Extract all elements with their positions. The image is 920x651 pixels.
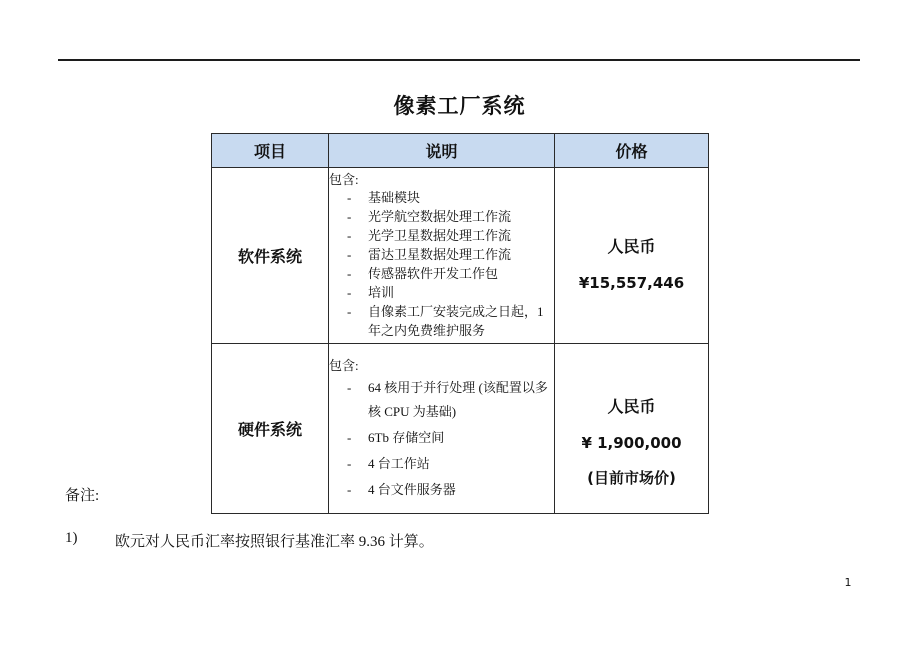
- list-item: [329, 245, 554, 264]
- list-item: [329, 283, 554, 302]
- pricing-table: [211, 133, 709, 514]
- list-item-text: 6Tb 存储空间: [368, 430, 445, 445]
- list-item-text: 64 核用于并行处理 (该配置以多核 CPU 为基础): [368, 380, 548, 419]
- list-item: [329, 302, 554, 340]
- desc-intro: 包含:: [329, 172, 359, 187]
- notes-section: [65, 486, 434, 551]
- list-item-text: 4 台工作站: [368, 456, 430, 471]
- dash-bullet: -: [347, 285, 352, 300]
- price-amount: ¥15,557,446: [578, 274, 685, 292]
- list-item: [329, 452, 554, 476]
- row-item-name: 软件系统: [212, 168, 329, 344]
- col-header-price: 价格: [555, 134, 709, 168]
- dash-bullet: -: [347, 456, 352, 471]
- dash-bullet: -: [347, 482, 352, 497]
- notes-label: 备注:: [65, 488, 100, 504]
- note-number: 1): [65, 530, 78, 546]
- row-price-cell: [555, 168, 709, 344]
- header-rule: [58, 59, 860, 61]
- list-item-text: 光学卫星数据处理工作流: [368, 228, 512, 243]
- list-item-text: 4 台文件服务器: [368, 482, 456, 497]
- row-description-cell: [329, 168, 555, 344]
- list-item-text: 培训: [368, 285, 395, 300]
- list-item: [329, 207, 554, 226]
- list-item-text: 雷达卫星数据处理工作流: [368, 247, 512, 262]
- dash-bullet: -: [347, 430, 352, 445]
- dash-bullet: -: [347, 304, 352, 319]
- price-amount: ¥ 1,900,000: [581, 433, 682, 452]
- dash-bullet: -: [347, 247, 352, 262]
- list-item-text: 光学航空数据处理工作流: [368, 209, 512, 224]
- list-item-text: 自像素工厂安装完成之日起，1 年之内免费维护服务: [368, 304, 544, 338]
- dash-bullet: -: [347, 228, 352, 243]
- note-item: [65, 530, 434, 551]
- dash-bullet: -: [347, 266, 352, 281]
- price-currency: 人民币: [607, 239, 656, 256]
- list-item: [329, 188, 554, 207]
- page-title: 像素工厂系统: [393, 94, 526, 118]
- price-market-note: (目前市场价): [587, 468, 676, 487]
- row-price-cell: [555, 344, 709, 514]
- list-item: [329, 226, 554, 245]
- note-text: 欧元对人民币汇率按照银行基准汇率 9.36 计算。: [115, 534, 434, 550]
- page-number: 1: [844, 576, 852, 589]
- row-item-name: 硬件系统: [212, 344, 329, 514]
- list-item: [329, 264, 554, 283]
- desc-intro: 包含:: [329, 358, 359, 373]
- dash-bullet: -: [347, 209, 352, 224]
- list-item-text: 基础模块: [368, 190, 421, 205]
- table-header-row: [212, 134, 709, 168]
- list-item-text: 传感器软件开发工作包: [368, 266, 499, 281]
- dash-bullet: -: [347, 380, 352, 395]
- col-header-description: 说明: [329, 134, 555, 168]
- list-item: [329, 376, 554, 424]
- list-item: [329, 426, 554, 450]
- dash-bullet: -: [347, 190, 352, 205]
- price-currency: 人民币: [607, 398, 656, 416]
- table-row-software: [212, 168, 709, 344]
- col-header-item: 项目: [212, 134, 329, 168]
